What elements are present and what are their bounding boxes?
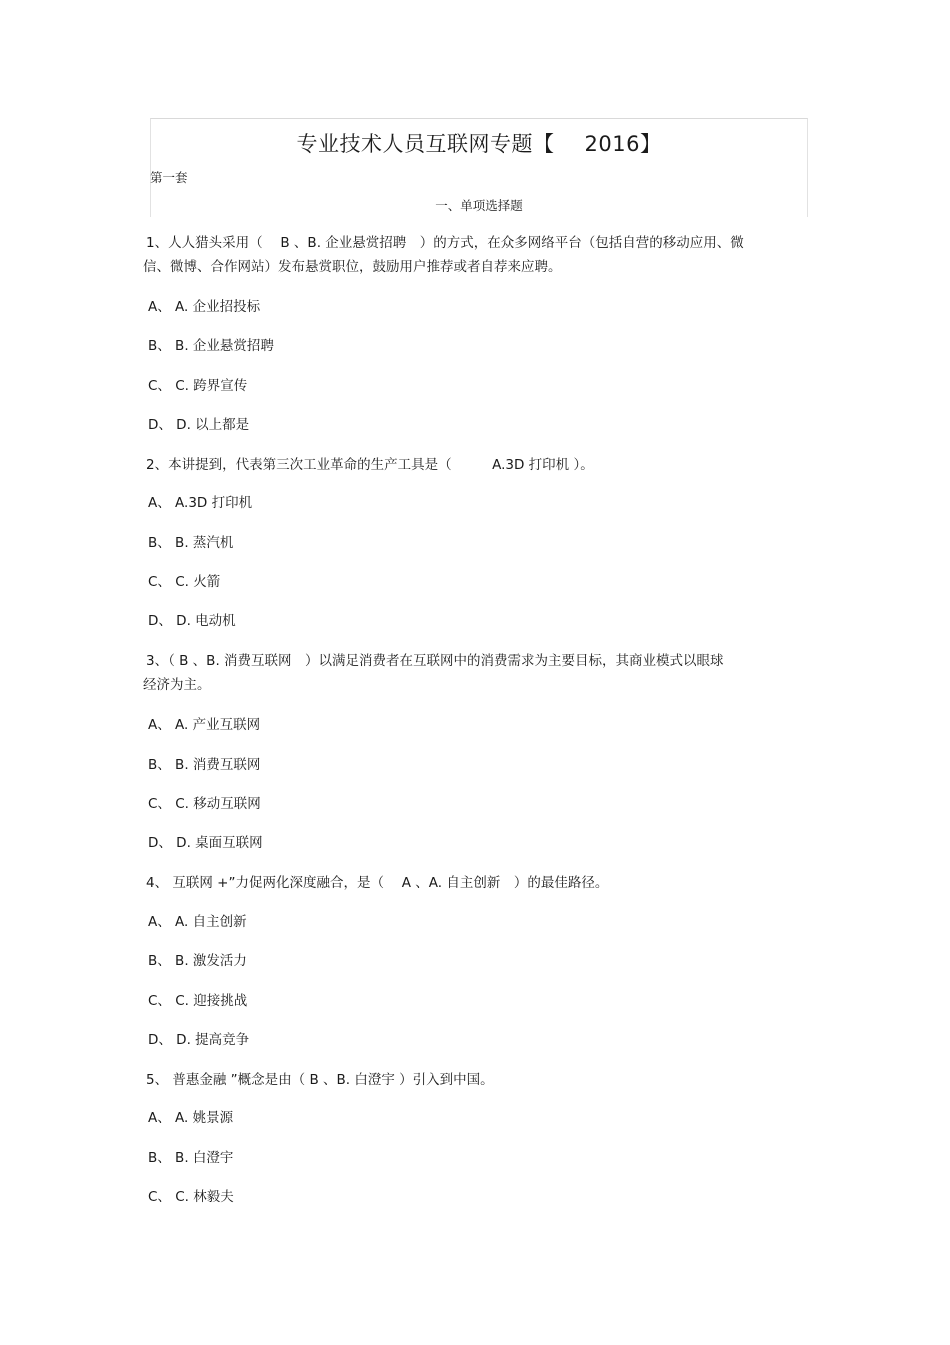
question-3-line-1: 3、（ B 、B. 消费互联网 ）以满足消费者在互联网中的消费需求为主要目标，其商业模式以眼球: [146, 653, 724, 669]
question-2-option-d: D、 D. 电动机: [148, 613, 236, 629]
question-4-option-c: C、 C. 迎接挑战: [148, 993, 248, 1009]
question-4-option-b: B、 B. 激发活力: [148, 953, 247, 969]
question-1-option-c: C、 C. 跨界宣传: [148, 378, 248, 394]
question-3-option-b: B、 B. 消费互联网: [148, 757, 261, 773]
question-3-option-d: D、 D. 桌面互联网: [148, 835, 263, 851]
title-text: 专业技术人员互联网专题【: [296, 132, 555, 156]
question-1-option-d: D、 D. 以上都是: [148, 417, 250, 433]
title-year: 2016】: [584, 132, 662, 156]
question-5-line-1: 5、 普惠金融 ”概念是由（ B 、B. 白澄宇 ）引入到中国。: [146, 1072, 494, 1088]
question-4-option-d: D、 D. 提高竞争: [148, 1032, 250, 1048]
document-title: [150, 128, 808, 158]
question-2-line-1: 2、本讲提到，代表第三次工业革命的生产工具是（ A.3D 打印机 ）。: [146, 457, 594, 473]
question-1-option-b: B、 B. 企业悬赏招聘: [148, 338, 274, 354]
question-3-option-c: C、 C. 移动互联网: [148, 796, 261, 812]
question-1-line-2: 信、微博、合作网站）发布悬赏职位，鼓励用户推荐或者自荐来应聘。: [143, 259, 562, 275]
question-5-option-b: B、 B. 白澄宇: [148, 1150, 234, 1166]
question-1-line-1: 1、人人猎头采用（ B 、B. 企业悬赏招聘 ）的方式，在众多网络平台（包括自营的移动应用、微: [146, 235, 744, 251]
question-3-option-a: A、 A. 产业互联网: [148, 717, 261, 733]
question-4-line-1: 4、 互联网 +”力促两化深度融合，是（ A 、A. 自主创新 ）的最佳路径。: [146, 875, 609, 891]
question-2-option-b: B、 B. 蒸汽机: [148, 535, 234, 551]
section-heading: 一、单项选择题: [435, 198, 523, 213]
question-5-option-a: A、 A. 姚景源: [148, 1110, 234, 1126]
question-3-line-2: 经济为主。: [143, 677, 211, 693]
question-4-option-a: A、 A. 自主创新: [148, 914, 247, 930]
set-label: 第一套: [150, 170, 188, 185]
question-5-option-c: C、 C. 林毅夫: [148, 1189, 234, 1205]
question-1-option-a: A、 A. 企业招投标: [148, 299, 261, 315]
question-2-option-c: C、 C. 火箭: [148, 574, 221, 590]
question-2-option-a: A、 A.3D 打印机: [148, 495, 253, 511]
